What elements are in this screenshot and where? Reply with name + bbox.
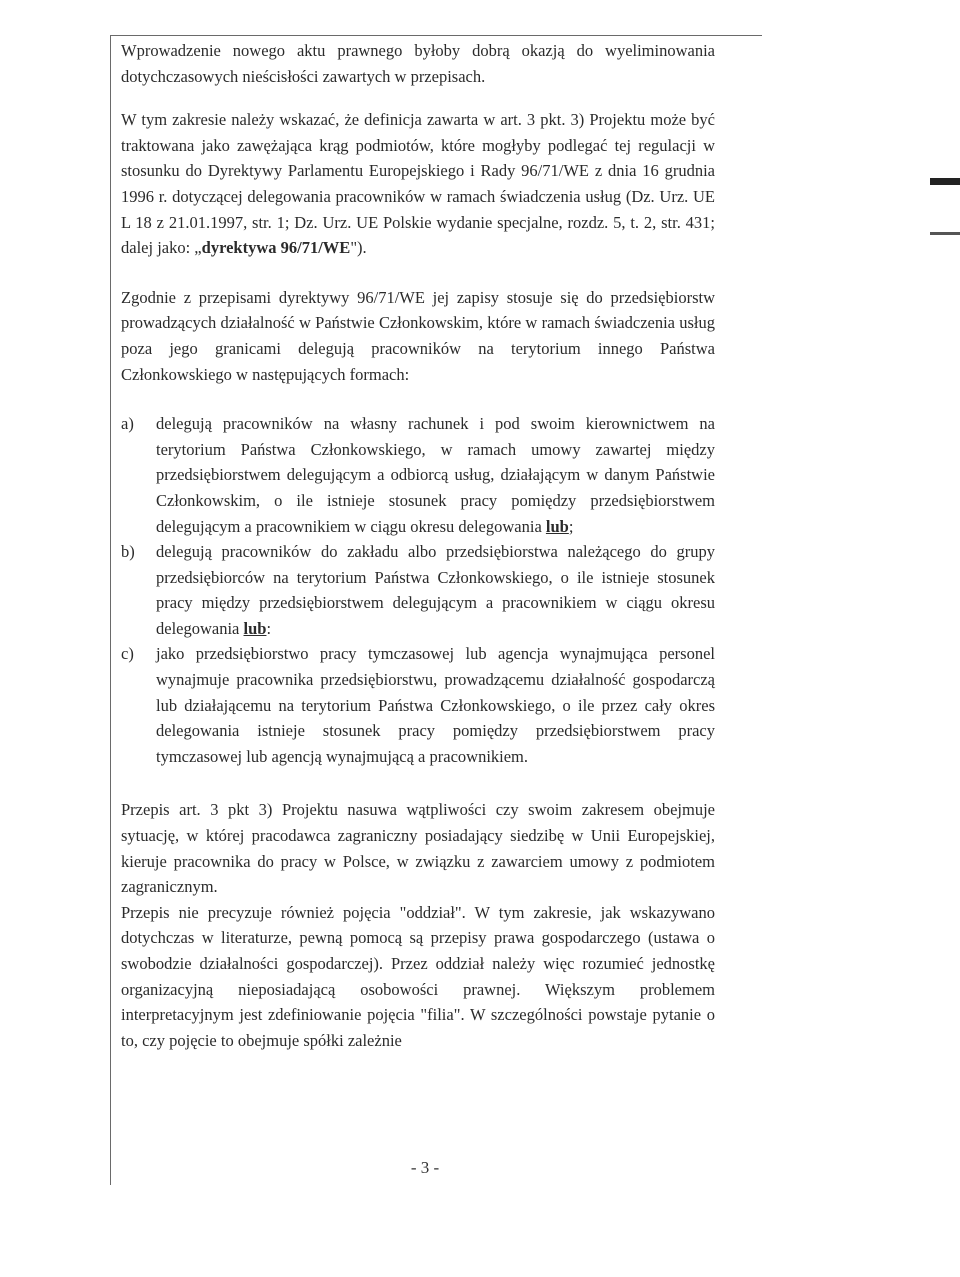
paragraph-branch: Przepis nie precyzuje również pojęcia "oddział". W tym zakresie, jak wskazywano dotychczas w literaturze, pewną pomocą są przepisy prawa gospodarczego (ustawa o swobodzie działalności gospodarczej). Przez oddział należy więc rozumieć jednostkę organizacyjną nieposiadającą osobowości prawnej. Większym problemem interpretacyjnym jest zdefiniowanie pojęcia "filia". W szczególności powstaje pytanie o to, czy pojęcie to obejmuje spółki zależnie bbox=[121, 902, 715, 1050]
list-item-end: : bbox=[266, 618, 272, 638]
list-item bbox=[121, 411, 715, 539]
page-frame-left-line bbox=[110, 35, 111, 1185]
paragraph-definition bbox=[121, 107, 715, 261]
list-item-suffix: lub bbox=[243, 618, 267, 638]
paragraph-intro: Wprowadzenie nowego aktu prawnego byłoby dobrą okazją do wyeliminowania dotychczasowych nieścisłości zawartych w przepisach. bbox=[121, 41, 715, 86]
document-page bbox=[121, 38, 715, 1053]
list-item bbox=[121, 641, 715, 769]
list-item-suffix: lub bbox=[545, 516, 569, 536]
list-item-text: delegują pracowników do zakładu albo przedsiębiorstwa należącego do grupy przedsiębiorców na terytorium Państwa Członkowskiego, o ile istnieje stosunek pracy między przedsiębiorstwem delegującym a pracownikiem w ciągu okresu delegowania bbox=[156, 542, 715, 638]
forms-list bbox=[121, 411, 715, 769]
list-item-marker: b) bbox=[121, 542, 135, 562]
paragraph-directive: Zgodnie z przepisami dyrektywy 96/71/WE jej zapisy stosuje się do przedsiębiorstw prowadzących działalność w Państwie Członkowskim, które w ramach świadczenia usług poza jego granicami delegują pracowników na terytorium innego Państwa Członkowskiego w następujących formach: bbox=[121, 287, 715, 384]
list-item-text: delegują pracowników na własny rachunek i pod swoim kierownictwem na terytorium Państwa Członkowskiego, w ramach umowy zawartej między przedsiębiorstwem delegującym a odbiorcą usług, działającym w danym Państwie Członkowskim, o ile istnieje stosunek pracy pomiędzy przedsiębiorstwem delegującym a pracownikiem w ciągu okresu delegowania bbox=[156, 414, 715, 536]
page-number: - 3 - bbox=[410, 1158, 440, 1177]
scan-edge-mark bbox=[930, 232, 960, 235]
page-frame-top-line bbox=[110, 35, 762, 36]
scan-edge-mark bbox=[930, 178, 960, 185]
list-item-marker: a) bbox=[121, 414, 134, 434]
paragraph-definition-end: "). bbox=[350, 238, 367, 258]
paragraph-definition-bold: dyrektywa 96/71/WE bbox=[201, 238, 351, 258]
list-item-marker: c) bbox=[121, 644, 134, 664]
list-item-text: jako przedsiębiorstwo pracy tymczasowej lub agencja wynajmująca personel wynajmuje pracownika przedsiębiorstwu, prowadzącemu działalność gospodarczą lub działającemu na terytorium Państwa Członkowskiego, o ile przez cały okres delegowania istnieje stosunek pracy pomiędzy przedsiębiorstwem pracy tymczasowej lub agencją wynajmującą a pracownikiem. bbox=[156, 644, 715, 766]
list-item-end: ; bbox=[568, 516, 574, 536]
paragraph-definition-text: W tym zakresie należy wskazać, że definicja zawarta w art. 3 pkt. 3) Projektu może być traktowana jako zawężająca krąg podmiotów, które mogłyby podlegać tej regulacji w stosunku do Dyrektywy Parlamentu Europejskiego i Rady 96/71/WE z dnia 16 grudnia 1996 r. dotyczącej delegowania pracowników w ramach świadczenia usług (Dz. Urz. UE L 18 z 21.01.1997, str. 1; Dz. Urz. UE Polskie wydanie specjalne, rozdz. 5, t. 2, str. 431; dalej jako: „ bbox=[121, 110, 715, 258]
paragraph-doubts: Przepis art. 3 pkt 3) Projektu nasuwa wątpliwości czy swoim zakresem obejmuje sytuację, w której pracodawca zagraniczny posiadający siedzibę w Unii Europejskiej, kieruje pracownika do pracy w Polsce, w związku z zawarciem umowy z podmiotem zagranicznym. bbox=[121, 800, 715, 897]
list-item bbox=[121, 539, 715, 641]
